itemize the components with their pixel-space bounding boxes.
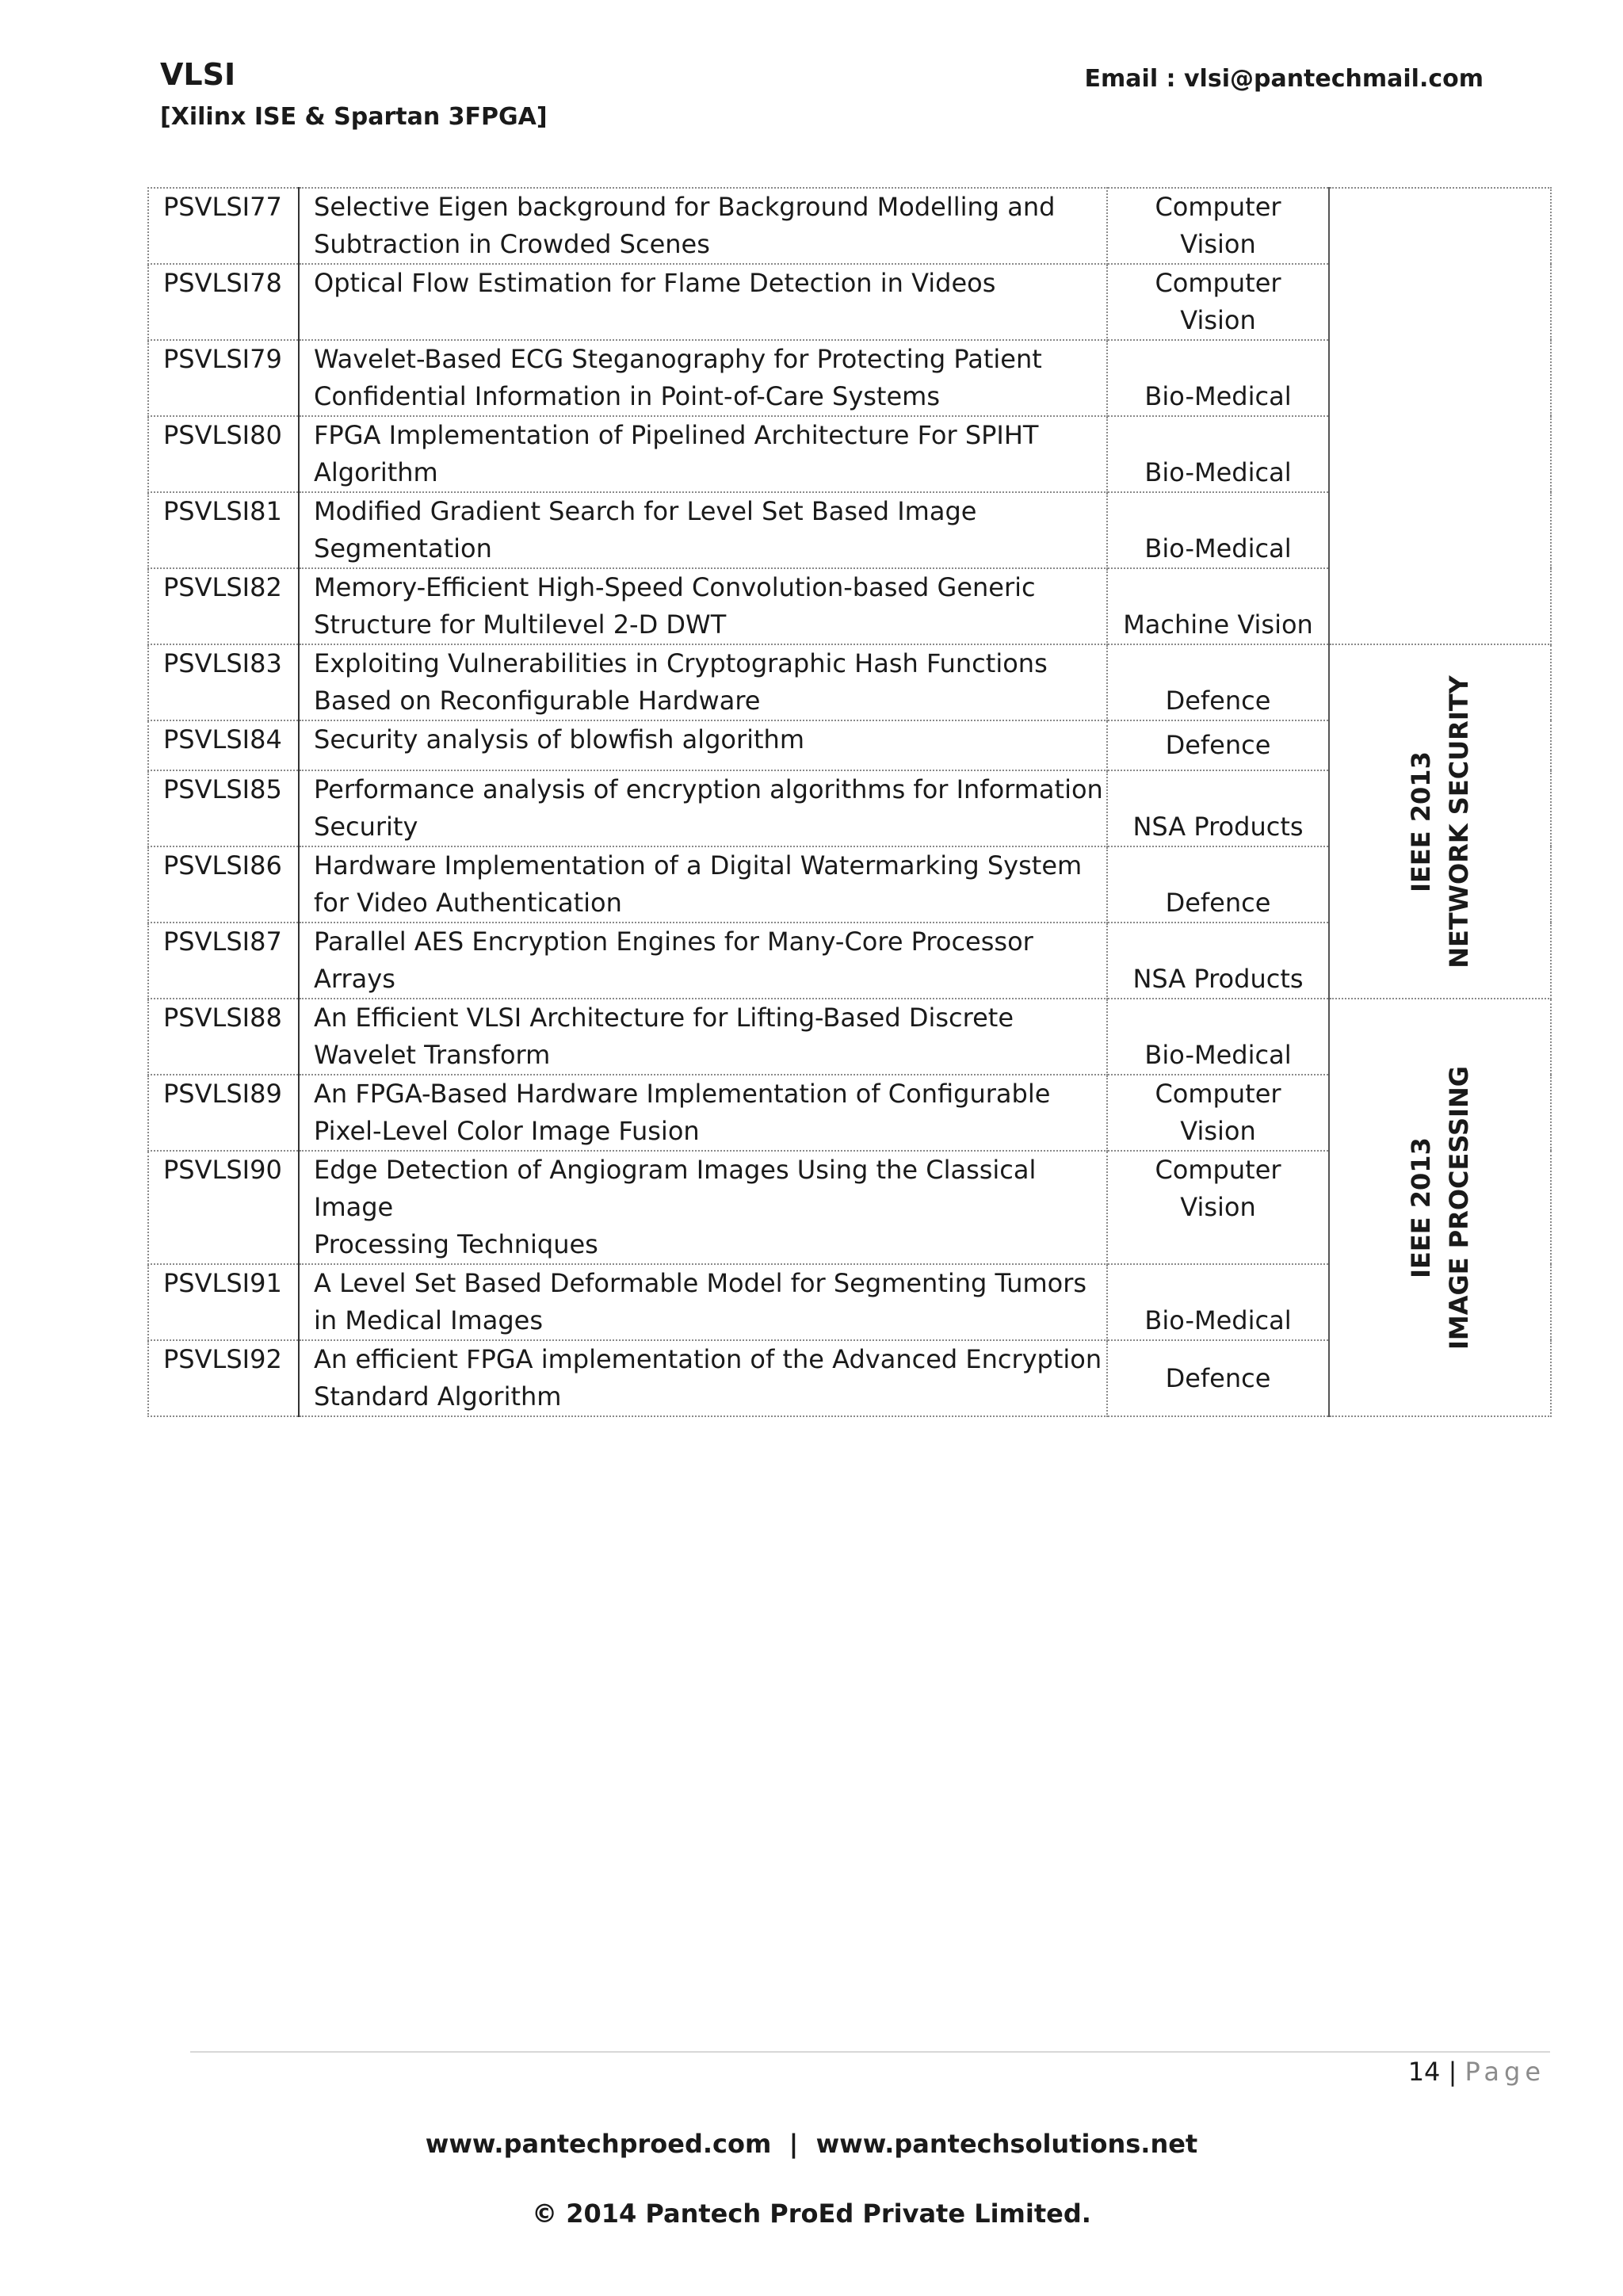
project-title-line: Memory-Efficient High-Speed Convolution-based Generic: [314, 572, 1036, 602]
category-label-network: [1329, 644, 1551, 999]
project-domain-line: Computer: [1155, 1155, 1281, 1185]
document-subtitle: [Xilinx ISE & Spartan 3FPGA]: [160, 103, 548, 131]
project-title-line: Performance analysis of encryption algorithms for Information: [314, 774, 1103, 804]
project-code: PSVLSI88: [148, 999, 299, 1075]
project-code: PSVLSI77: [148, 188, 299, 264]
category-line: NETWORK SECURITY: [1444, 674, 1474, 968]
project-title-line: Pixel-Level Color Image Fusion: [314, 1116, 700, 1146]
project-title: [299, 340, 1107, 416]
project-code: PSVLSI92: [148, 1340, 299, 1416]
project-domain: [1107, 1075, 1329, 1151]
project-domain-line: Defence: [1165, 730, 1271, 760]
project-title-line: FPGA Implementation of Pipelined Architecture For SPIHT: [314, 420, 1039, 450]
project-title: [299, 923, 1107, 999]
project-title: [299, 1151, 1107, 1264]
project-domain: [1107, 644, 1329, 720]
project-title-line: Processing Techniques: [314, 1229, 598, 1259]
project-domain: [1107, 923, 1329, 999]
project-domain: [1107, 1151, 1329, 1264]
project-code: PSVLSI78: [148, 264, 299, 340]
project-title-line: Optical Flow Estimation for Flame Detection in Videos: [314, 268, 996, 298]
project-title: [299, 999, 1107, 1075]
project-title: [299, 1075, 1107, 1151]
project-title-line: in Medical Images: [314, 1305, 543, 1335]
project-domain-line: Computer: [1155, 268, 1281, 298]
project-domain: [1107, 188, 1329, 264]
project-title-line: Wavelet-Based ECG Steganography for Protecting Patient: [314, 344, 1042, 374]
project-domain-line: Bio-Medical: [1144, 381, 1292, 411]
project-domain: [1107, 999, 1329, 1075]
project-title: [299, 644, 1107, 720]
table-row: [148, 644, 1551, 720]
category-cell-empty: [1329, 188, 1551, 644]
category-line: IEEE 2013: [1406, 751, 1436, 892]
project-title-line: Structure for Multilevel 2-D DWT: [314, 609, 727, 640]
project-domain-line: Defence: [1165, 888, 1271, 918]
project-title-line: Based on Reconfigurable Hardware: [314, 686, 761, 716]
project-title: [299, 846, 1107, 923]
project-table: [147, 187, 1552, 1417]
project-title: [299, 568, 1107, 644]
project-domain-line: Bio-Medical: [1144, 457, 1292, 487]
project-domain-line: Computer: [1155, 1079, 1281, 1109]
project-domain: [1107, 720, 1329, 770]
category-line: IMAGE PROCESSING: [1444, 1065, 1474, 1350]
project-title-line: Edge Detection of Angiogram Images Using the Classical Image: [314, 1155, 1037, 1222]
project-domain: [1107, 568, 1329, 644]
project-code: PSVLSI80: [148, 416, 299, 492]
project-title-line: Standard Algorithm: [314, 1381, 562, 1412]
project-domain-line: Bio-Medical: [1144, 533, 1292, 563]
project-title-line: Security analysis of blowfish algorithm: [314, 724, 804, 755]
project-domain: [1107, 264, 1329, 340]
category-line: IEEE 2013: [1406, 1137, 1436, 1278]
project-code: PSVLSI86: [148, 846, 299, 923]
project-domain-line: Defence: [1165, 1362, 1271, 1393]
project-domain: [1107, 1340, 1329, 1416]
project-domain-line: Machine Vision: [1123, 609, 1313, 640]
project-domain-line: Vision: [1180, 1116, 1256, 1146]
category-vertical-text: [1402, 675, 1478, 968]
project-domain: [1107, 416, 1329, 492]
project-domain-line: Bio-Medical: [1144, 1305, 1292, 1335]
category-vertical-text: [1402, 1065, 1478, 1349]
project-title: [299, 1340, 1107, 1416]
project-domain: [1107, 340, 1329, 416]
contact-email: Email : vlsi@pantechmail.com: [1084, 65, 1484, 93]
project-title-line: Algorithm: [314, 457, 438, 487]
document-title: VLSI: [160, 57, 236, 92]
project-domain-line: Vision: [1180, 1192, 1256, 1222]
project-domain-line: Computer: [1155, 192, 1281, 222]
project-domain-line: Vision: [1180, 305, 1256, 335]
project-code: PSVLSI79: [148, 340, 299, 416]
category-label-image: [1329, 999, 1551, 1416]
table-row: [148, 188, 1551, 264]
project-title-line: Security: [314, 812, 418, 842]
project-title-line: Hardware Implementation of a Digital Watermarking System: [314, 850, 1083, 881]
project-title: [299, 770, 1107, 846]
project-domain: [1107, 770, 1329, 846]
project-domain-line: Vision: [1180, 229, 1256, 259]
project-title-line: for Video Authentication: [314, 888, 622, 918]
project-title-line: Arrays: [314, 964, 395, 994]
project-code: PSVLSI87: [148, 923, 299, 999]
project-title-line: An Efficient VLSI Architecture for Lifting-Based Discrete: [314, 1003, 1014, 1033]
project-title-line: Segmentation: [314, 533, 492, 563]
project-domain-line: NSA Products: [1132, 812, 1304, 842]
project-title: [299, 720, 1107, 770]
page-number-value: 14: [1407, 2057, 1441, 2087]
page-word: Page: [1465, 2057, 1545, 2087]
project-title-line: Exploiting Vulnerabilities in Cryptographic Hash Functions: [314, 648, 1048, 678]
project-code: PSVLSI83: [148, 644, 299, 720]
project-title-line: A Level Set Based Deformable Model for Segmenting Tumors: [314, 1268, 1087, 1298]
project-title: [299, 188, 1107, 264]
project-title-line: An FPGA-Based Hardware Implementation of Configurable: [314, 1079, 1051, 1109]
project-title-line: An efficient FPGA implementation of the Advanced Encryption: [314, 1344, 1102, 1374]
project-code: PSVLSI91: [148, 1264, 299, 1340]
project-code: PSVLSI81: [148, 492, 299, 568]
project-code: PSVLSI89: [148, 1075, 299, 1151]
footer-links[interactable]: www.pantechproed.com | www.pantechsolutions.net: [425, 2129, 1198, 2159]
project-domain-line: Bio-Medical: [1144, 1040, 1292, 1070]
page-number: [1408, 2057, 1545, 2087]
project-title-line: Modified Gradient Search for Level Set Based Image: [314, 496, 977, 526]
project-title-line: Parallel AES Encryption Engines for Many-Core Processor: [314, 926, 1033, 957]
project-title-line: Subtraction in Crowded Scenes: [314, 229, 710, 259]
project-code: PSVLSI85: [148, 770, 299, 846]
project-domain: [1107, 492, 1329, 568]
project-title-line: Wavelet Transform: [314, 1040, 551, 1070]
project-title-line: Selective Eigen background for Background Modelling and: [314, 192, 1056, 222]
project-domain-line: Defence: [1165, 686, 1271, 716]
project-domain: [1107, 1264, 1329, 1340]
project-code: PSVLSI90: [148, 1151, 299, 1264]
project-code: PSVLSI84: [148, 720, 299, 770]
project-title: [299, 416, 1107, 492]
project-title: [299, 492, 1107, 568]
project-title: [299, 264, 1107, 340]
project-domain-line: NSA Products: [1132, 964, 1304, 994]
project-title: [299, 1264, 1107, 1340]
footer-rule: [190, 2051, 1550, 2053]
page-number-separator: |: [1448, 2057, 1457, 2087]
project-domain: [1107, 846, 1329, 923]
project-code: PSVLSI82: [148, 568, 299, 644]
table-row: [148, 999, 1551, 1075]
project-title-line: Confidential Information in Point-of-Care Systems: [314, 381, 940, 411]
copyright: © 2014 Pantech ProEd Private Limited.: [532, 2199, 1091, 2229]
